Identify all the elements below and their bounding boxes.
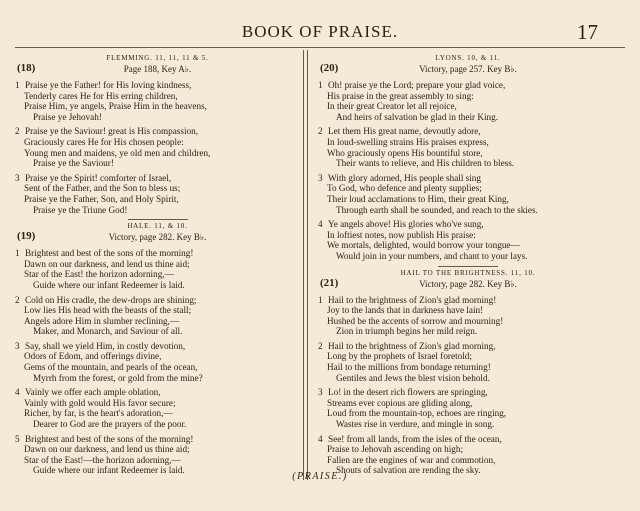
verse-line xyxy=(15,351,300,362)
verse-number: 3 xyxy=(318,387,323,398)
tune-name: HALE. 11, & 10. xyxy=(127,222,188,231)
hymn-reference: Victory, page 257. Key B♭. xyxy=(419,64,517,74)
verse-line xyxy=(15,80,300,91)
verse-number: 4 xyxy=(318,219,323,230)
verse-line xyxy=(318,148,618,159)
verse-text: Brightest and best of the sons of the morning! xyxy=(25,433,194,444)
hymn-header xyxy=(15,54,300,80)
verse-text: With glory adorned, His people shall sing xyxy=(328,172,481,183)
hymn-header xyxy=(318,54,618,80)
verse xyxy=(15,173,300,215)
verse-text: Odors of Edom, and offerings divine, xyxy=(24,351,162,362)
verse-text: Ye angels above! His glories who've sung, xyxy=(328,219,484,230)
verse-text: Praise ye the Saviour! xyxy=(33,158,114,169)
hymn-separator xyxy=(128,219,188,220)
verse-line xyxy=(15,434,300,445)
verse-text: Joy to the lands that in darkness have lain! xyxy=(327,305,484,316)
verse-number: 1 xyxy=(318,80,323,90)
verse-line xyxy=(318,126,618,137)
verse-line xyxy=(318,240,618,251)
verse xyxy=(15,295,300,337)
verse-number: 2 xyxy=(318,340,323,351)
verse-line xyxy=(318,398,618,409)
verse-text: In their great Creator let all rejoice, xyxy=(327,101,457,112)
verse-number: 3 xyxy=(318,172,323,183)
page-footer: (PRAISE.) xyxy=(292,471,348,482)
page-title: BOOK OF PRAISE. xyxy=(241,22,399,41)
hymn xyxy=(15,54,300,215)
column-divider xyxy=(303,50,304,480)
verse-text: And heirs of salvation be glad in their King. xyxy=(336,111,499,122)
verse-text: To God, who defence and plenty supplies; xyxy=(327,183,482,194)
verse-line xyxy=(15,419,300,430)
verse-line xyxy=(318,387,618,398)
verse-line xyxy=(15,173,300,184)
verse xyxy=(15,387,300,429)
hymn xyxy=(318,54,618,262)
hymn-number: (21) xyxy=(320,276,339,289)
verse-text: Hushed be the accents of sorrow and mourning! xyxy=(327,315,504,326)
verse-text: Guide where our infant Redeemer is laid. xyxy=(33,465,185,476)
verse-line xyxy=(318,444,618,455)
verse-text: Hail to the brightness of Zion's glad morning, xyxy=(328,340,496,351)
verse-text: Praise ye Jehovah! xyxy=(33,111,102,122)
verse-text: Praise ye the Father! for His loving kindness, xyxy=(25,80,192,90)
verse-line xyxy=(318,112,618,123)
verse-line xyxy=(15,148,300,159)
verse-number: 4 xyxy=(15,387,20,398)
verse xyxy=(318,295,618,337)
hymn-number: (20) xyxy=(320,62,339,74)
verse-text: Tenderly cares He for His erring children, xyxy=(24,90,178,101)
verse-line xyxy=(15,341,300,352)
verse-text: In loftiest notes, now publish His praise: xyxy=(327,229,476,240)
verse-text: Their wants to relieve, and His children to bless. xyxy=(336,158,515,169)
hymn-reference: Victory, page 282. Key B♭. xyxy=(108,232,207,243)
verse-text: Gentiles and Jews the blest vision behold. xyxy=(336,372,490,383)
verse-number: 3 xyxy=(15,172,20,183)
verse-text: Oh! praise ye the Lord; prepare your glad voice, xyxy=(328,80,506,90)
right-column xyxy=(318,54,618,480)
verse xyxy=(15,126,300,168)
hymn xyxy=(15,219,300,476)
verse-text: Star of the East!—the horizon adorning,— xyxy=(24,454,181,465)
verse-text: Brightest and best of the sons of the morning! xyxy=(25,248,194,259)
verse-line xyxy=(15,126,300,137)
verse-line xyxy=(318,137,618,148)
verse-text: See! from all lands, from the isles of the ocean, xyxy=(328,433,502,444)
verse-line xyxy=(318,158,618,169)
page-number: 17 xyxy=(577,20,598,44)
verse-line xyxy=(15,91,300,102)
verse-text: Maker, and Monarch, and Saviour of all. xyxy=(33,326,183,337)
verse-line xyxy=(318,251,618,262)
verse-text: Praise ye the Triune God! xyxy=(33,204,128,215)
verse-line xyxy=(318,373,618,384)
verse-text: Streams ever copious are gliding along, xyxy=(327,397,473,408)
verse xyxy=(318,80,618,122)
verse xyxy=(15,80,300,122)
verse-text: Low lies His head with the beasts of the stall; xyxy=(24,305,192,316)
verse-line xyxy=(15,387,300,398)
verse-line xyxy=(15,137,300,148)
verse-text: Vainly with gold would His favor secure; xyxy=(24,397,176,408)
verse-line xyxy=(15,408,300,419)
verse xyxy=(318,126,618,168)
verse-text: Wastes rise in verdure, and mingle in song. xyxy=(336,419,495,430)
verse-line xyxy=(318,80,618,91)
verse-number: 4 xyxy=(318,433,323,444)
verse-line xyxy=(15,158,300,169)
verse-text: Dawn on our darkness, and lend us thine aid; xyxy=(24,444,190,455)
verse-text: Through earth shall be sounded, and reach to the skies. xyxy=(336,204,538,215)
verse-text: In loud-swelling strains His praises express, xyxy=(327,136,489,147)
verse-text: Let them His great name, devoutly adore, xyxy=(328,126,481,137)
verse-line xyxy=(15,455,300,466)
tune-name: LYONS. 10, & 11. xyxy=(435,54,501,62)
verse-text: Shouts of salvation are rending the sky. xyxy=(336,465,481,476)
verse-text: Dearer to God are the prayers of the poor. xyxy=(33,419,187,430)
verse-text: Star of the East! the horizon adorning,— xyxy=(24,269,174,280)
verse-line xyxy=(318,434,618,445)
hymn-separator xyxy=(438,266,498,267)
header-rule xyxy=(15,47,625,48)
verse-line xyxy=(15,305,300,316)
verse-number: 1 xyxy=(15,80,20,90)
hymn xyxy=(318,266,618,477)
verse-line xyxy=(15,373,300,384)
verse-line xyxy=(15,295,300,306)
verse-line xyxy=(318,205,618,216)
verse-number: 1 xyxy=(15,248,20,259)
verse xyxy=(318,434,618,476)
verse-text: Dawn on our darkness, and lend us thine aid; xyxy=(24,258,190,269)
verse-number: 2 xyxy=(15,294,20,305)
verse-text: Loud from the mountain-top, echoes are ringing, xyxy=(327,408,507,419)
verse-text: Their loud acclamations to Him, their great King, xyxy=(327,193,509,204)
verse-line xyxy=(318,230,618,241)
verse-number: 2 xyxy=(318,126,323,137)
verse-text: Say, shall we yield Him, in costly devotion, xyxy=(25,340,186,351)
verse-number: 3 xyxy=(15,340,20,351)
verse xyxy=(318,219,618,261)
verse xyxy=(15,434,300,476)
verse-text: Myrrh from the forest, or gold from the mine? xyxy=(33,372,203,383)
hymn-number: (19) xyxy=(17,230,36,243)
verse-line xyxy=(15,205,300,216)
verse-text: Hail to the brightness of Zion's glad morning! xyxy=(328,294,497,305)
verse-line xyxy=(318,194,618,205)
verse-text: Fallen are the engines of war and commotion, xyxy=(327,454,496,465)
hymn-header xyxy=(15,222,300,248)
verse-text: Vainly we offer each ample oblation, xyxy=(25,387,161,398)
verse-line xyxy=(15,444,300,455)
verse-text: Sent of the Father, and the Son to bless us; xyxy=(24,183,181,194)
verse-text: Praise to Jehovah ascending on high; xyxy=(327,444,464,455)
left-column xyxy=(15,54,300,480)
verse-text: Graciously cares He for His chosen people: xyxy=(24,136,184,147)
verse-line xyxy=(318,219,618,230)
verse-line xyxy=(15,112,300,123)
verse-text: We mortals, delighted, would borrow your tongue— xyxy=(327,240,520,251)
verse-line xyxy=(318,326,618,337)
verse-line xyxy=(318,419,618,430)
verse-text: Zion in triumph begins her mild reign. xyxy=(336,326,478,337)
verse-text: Young men and maidens, ye old men and children, xyxy=(24,147,211,158)
verse xyxy=(318,341,618,383)
verse-text: Praise ye the Father, Son, and Holy Spirit, xyxy=(24,193,179,204)
hymn-header xyxy=(318,269,618,295)
verse-line xyxy=(15,269,300,280)
verse-text: Who graciously opens His bountiful store, xyxy=(327,147,483,158)
verse-line xyxy=(318,362,618,373)
verse-line xyxy=(318,316,618,327)
verse-line xyxy=(15,194,300,205)
verse-number: 2 xyxy=(15,126,20,137)
verse-text: Long by the prophets of Israel foretold; xyxy=(327,351,472,362)
verse-line xyxy=(318,351,618,362)
verse-line xyxy=(318,173,618,184)
hymn-reference: Page 188, Key A♭. xyxy=(123,64,192,74)
verse-text: Hail to the millions from bondage returning! xyxy=(327,362,491,373)
verse-line xyxy=(318,305,618,316)
verse-line xyxy=(15,248,300,259)
verse-line xyxy=(15,398,300,409)
hymn-number: (18) xyxy=(17,62,36,74)
verse-line xyxy=(15,326,300,337)
verse-line xyxy=(15,280,300,291)
verse-line xyxy=(15,101,300,112)
verse-line xyxy=(318,295,618,306)
verse-line xyxy=(15,259,300,270)
hymn-reference: Victory, page 282. Key B♭. xyxy=(419,278,517,289)
verse-line xyxy=(318,91,618,102)
verse-text: Angels adore Him in slumber reclining,— xyxy=(24,315,180,326)
verse-line xyxy=(318,101,618,112)
verse-line xyxy=(318,455,618,466)
verse-text: Praise Him, ye angels, Praise Him in the heavens, xyxy=(24,101,207,112)
verse-text: Praise ye the Spirit! comforter of Israel, xyxy=(25,172,172,183)
verse xyxy=(15,341,300,383)
verse-number: 1 xyxy=(318,294,323,305)
verse-line xyxy=(15,316,300,327)
verse-text: His praise in the great assembly to sing: xyxy=(327,90,474,101)
verse-text: Guide where our infant Redeemer is laid. xyxy=(33,279,185,290)
verse-text: Richer, by far, is the heart's adoration,— xyxy=(24,408,173,419)
verse-line xyxy=(318,408,618,419)
verse xyxy=(318,387,618,429)
verse xyxy=(318,173,618,215)
verse-line xyxy=(318,341,618,352)
tune-name: FLEMMING. 11, 11, 11 & 5. xyxy=(106,54,209,62)
verse-text: Gems of the mountain, and pearls of the ocean, xyxy=(24,362,198,373)
verse-text: Lo! in the desert rich flowers are springing, xyxy=(328,387,488,398)
verse-line xyxy=(15,183,300,194)
verse-number: 5 xyxy=(15,433,20,444)
tune-name: HAIL TO THE BRIGHTNESS. 11, 10. xyxy=(400,268,536,277)
verse-text: Cold on His cradle, the dew-drops are shining; xyxy=(25,294,197,305)
verse-line xyxy=(15,362,300,373)
verse-text: Praise ye the Saviour! great is His compassion, xyxy=(25,126,198,137)
verse-text: Would join in your numbers, and chant to your lays. xyxy=(336,250,528,261)
verse-line xyxy=(318,183,618,194)
verse xyxy=(15,248,300,290)
